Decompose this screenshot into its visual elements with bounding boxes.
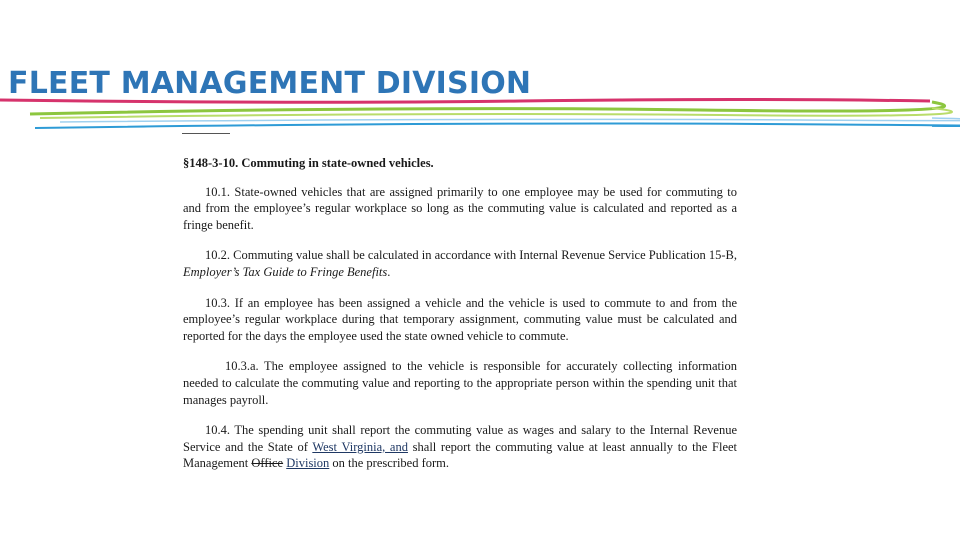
paragraph-10-4-end: on the prescribed form. xyxy=(329,456,450,471)
publication-title: Employer’s Tax Guide to Fringe Benefits xyxy=(183,264,388,279)
inserted-text-west-virginia: West Virginia, and xyxy=(312,439,408,454)
deleted-text-office: Office xyxy=(251,456,284,471)
document-rule xyxy=(182,133,230,134)
paragraph-10-4 xyxy=(183,422,737,472)
light-blue-swoosh-line xyxy=(60,118,960,122)
paragraph-10-4-text: 10.4. The spending unit shall report the commuting value as wages and salary to the Internal Revenue Service and the State of xyxy=(183,423,737,454)
paragraph-10-1: 10.1. State-owned vehicles that are assigned primarily to one employee may be used for commuting to and from the employee’s regular workplace so long as the commuting value is calculated and reported as a fringe benefit. xyxy=(183,184,737,232)
decorative-swoosh-lines xyxy=(0,88,960,138)
paragraph-10-4-middle: shall report the commuting value at least annually to the Fleet Management xyxy=(183,439,738,471)
green-swoosh-line xyxy=(30,102,945,114)
paragraph-10-3: 10.3. If an employee has been assigned a vehicle and the vehicle is used to commute to and from the employee’s regular workplace during that temporary assignment, commuting value must be calculated and reported for the days the employee used the state owned vehicle to commute. xyxy=(183,295,737,343)
section-heading: §148-3-10. Commuting in state-owned vehicles. xyxy=(183,156,434,170)
slide-title: FLEET MANAGEMENT DIVISION xyxy=(8,66,532,101)
document-excerpt xyxy=(183,155,737,486)
inserted-text-division: Division xyxy=(286,456,330,471)
paragraph-10-2-text: 10.2. Commuting value shall be calculated in accordance with Internal Revenue Service Publication 15-B, xyxy=(205,248,737,263)
blue-swoosh-line xyxy=(35,124,960,129)
paragraph-10-3-a: 10.3.a. The employee assigned to the vehicle is responsible for accurately collecting information needed to calculate the commuting value and reporting to the appropriate person within the spending unit that manages payroll. xyxy=(183,359,737,407)
paragraph-10-2-end: . xyxy=(387,264,391,279)
paragraph-10-2 xyxy=(183,247,737,280)
pink-swoosh-line xyxy=(0,100,930,103)
